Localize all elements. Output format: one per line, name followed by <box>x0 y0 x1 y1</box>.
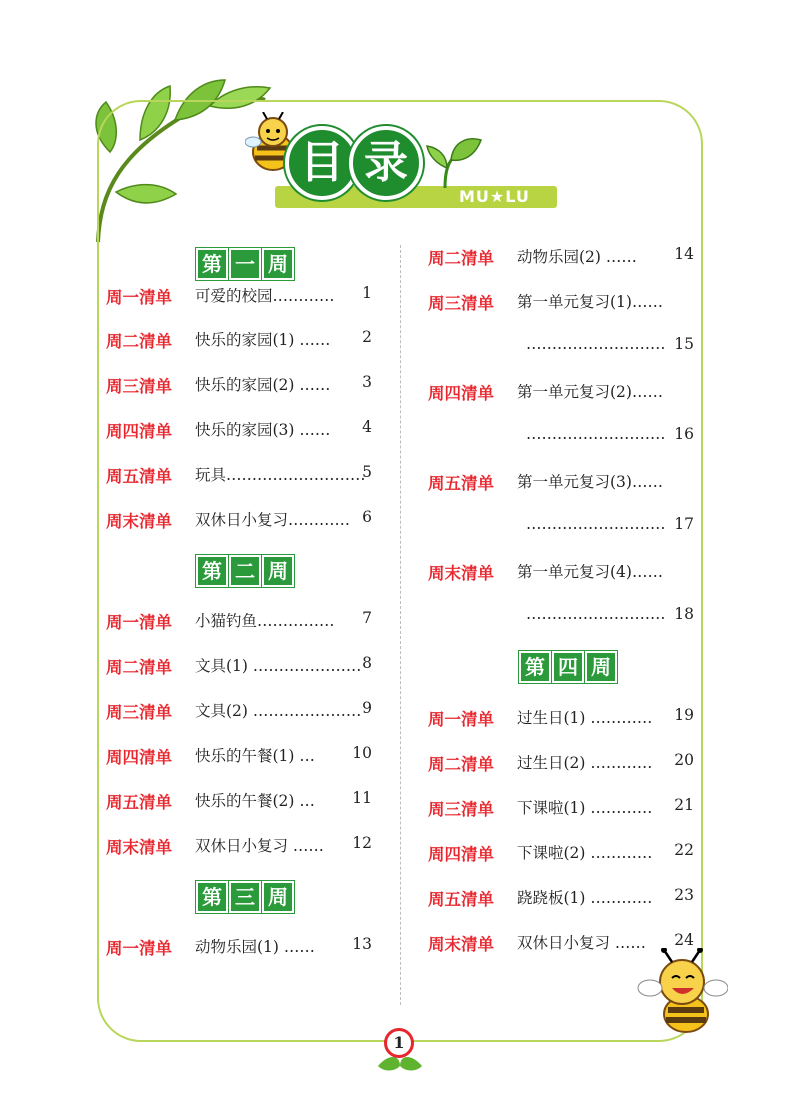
entry-page-number: 17 <box>674 515 694 533</box>
entry-page-number: 8 <box>362 654 372 672</box>
entry-title[interactable]: 快乐的午餐(1) … <box>195 747 315 765</box>
week-char: 第 <box>519 651 551 683</box>
entry-title[interactable]: 过生日(1) ………… <box>517 709 653 727</box>
entry-page-number: 19 <box>674 706 694 724</box>
entry-title[interactable]: 双休日小复习 …… <box>195 837 324 855</box>
entry-page-number: 6 <box>362 508 372 526</box>
entry-label: 周三清单 <box>428 800 494 819</box>
entry-title[interactable]: 双休日小复习………… <box>195 511 351 529</box>
entry-page-number: 3 <box>362 373 372 391</box>
week-4-heading <box>519 651 618 683</box>
entry-title[interactable]: 第一单元复习(3)…… <box>517 473 663 491</box>
week-char: 周 <box>262 555 294 587</box>
entry-label: 周四清单 <box>106 748 172 767</box>
entry-label: 周三清单 <box>428 294 494 313</box>
entry-page-number: 21 <box>674 796 694 814</box>
entry-title[interactable]: 文具(2) ………………… <box>195 702 362 720</box>
week-2-heading <box>196 555 295 587</box>
entry-page-number: 12 <box>352 834 372 852</box>
toc-header <box>245 112 557 212</box>
entry-title[interactable]: 快乐的家园(3) …… <box>195 421 331 439</box>
entry-label: 周二清单 <box>106 658 172 677</box>
entry-label: 周二清单 <box>428 755 494 774</box>
entry-page-number: 10 <box>352 744 372 762</box>
entry-label: 周四清单 <box>428 845 494 864</box>
entry-title[interactable]: 小猫钓鱼…………… <box>195 612 335 630</box>
entry-page-number: 20 <box>674 751 694 769</box>
entry-page-number: 9 <box>362 699 372 717</box>
entry-label: 周三清单 <box>106 703 172 722</box>
entry-page-number: 13 <box>352 935 372 953</box>
entry-page-number: 15 <box>674 335 694 353</box>
entry-label: 周末清单 <box>106 838 172 857</box>
entry-label: 周四清单 <box>428 384 494 403</box>
entry-title[interactable]: 快乐的午餐(2) … <box>195 792 315 810</box>
entry-page-number: 1 <box>362 284 372 302</box>
week-char: 第 <box>196 881 228 913</box>
entry-label: 周二清单 <box>428 249 494 268</box>
entry-label: 周末清单 <box>428 564 494 583</box>
page-number: 1 <box>384 1028 414 1058</box>
entry-label: 周末清单 <box>106 512 172 531</box>
week-char: 周 <box>262 881 294 913</box>
sprout-icon <box>423 134 483 190</box>
entry-page-number: 11 <box>352 789 372 807</box>
entry-page-number: 16 <box>674 425 694 443</box>
entry-leader-dots: ……………………… <box>526 335 666 353</box>
entry-title[interactable]: 下课啦(1) ………… <box>517 799 653 817</box>
entry-page-number: 4 <box>362 418 372 436</box>
entry-title[interactable]: 快乐的家园(2) …… <box>195 376 331 394</box>
title-char-1: 目 <box>285 126 359 200</box>
title-subtitle: MU★LU <box>459 187 530 206</box>
entry-title[interactable]: 过生日(2) ………… <box>517 754 653 772</box>
entry-page-number: 24 <box>674 931 694 949</box>
entry-label: 周五清单 <box>106 467 172 486</box>
entry-title[interactable]: 快乐的家园(1) …… <box>195 331 331 349</box>
bee-mascot-icon <box>636 948 728 1040</box>
entry-title[interactable]: 第一单元复习(1)…… <box>517 293 663 311</box>
entry-leader-dots: ……………………… <box>526 605 666 623</box>
entry-title[interactable]: 下课啦(2) ………… <box>517 844 653 862</box>
entry-label: 周末清单 <box>428 935 494 954</box>
entry-label: 周五清单 <box>106 793 172 812</box>
entry-leader-dots: ……………………… <box>526 515 666 533</box>
entry-page-number: 7 <box>362 609 372 627</box>
entry-label: 周五清单 <box>428 890 494 909</box>
week-char: 一 <box>229 248 261 280</box>
entry-label: 周一清单 <box>106 939 172 958</box>
entry-label: 周一清单 <box>106 288 172 307</box>
entry-page-number: 5 <box>362 463 372 481</box>
week-char: 四 <box>552 651 584 683</box>
title-char-2: 录 <box>349 126 423 200</box>
entry-title[interactable]: 第一单元复习(2)…… <box>517 383 663 401</box>
week-char: 第 <box>196 555 228 587</box>
week-char: 第 <box>196 248 228 280</box>
entry-title[interactable]: 动物乐园(1) …… <box>195 938 315 956</box>
entry-title[interactable]: 玩具……………………… <box>195 466 366 484</box>
week-1-heading <box>196 248 295 280</box>
entry-label: 周一清单 <box>428 710 494 729</box>
week-char: 三 <box>229 881 261 913</box>
entry-title[interactable]: 跷跷板(1) ………… <box>517 889 653 907</box>
entry-label: 周一清单 <box>106 613 172 632</box>
entry-label: 周二清单 <box>106 332 172 351</box>
entry-title[interactable]: 可爱的校园………… <box>195 287 335 305</box>
entry-title[interactable]: 双休日小复习 …… <box>517 934 646 952</box>
week-char: 二 <box>229 555 261 587</box>
entry-leader-dots: ……………………… <box>526 425 666 443</box>
entry-label: 周三清单 <box>106 377 172 396</box>
week-char: 周 <box>262 248 294 280</box>
entry-label: 周四清单 <box>106 422 172 441</box>
entry-page-number: 18 <box>674 605 694 623</box>
entry-title[interactable]: 文具(1) ………………… <box>195 657 362 675</box>
entry-label: 周五清单 <box>428 474 494 493</box>
entry-title[interactable]: 第一单元复习(4)…… <box>517 563 663 581</box>
week-3-heading <box>196 881 295 913</box>
entry-page-number: 2 <box>362 328 372 346</box>
week-char: 周 <box>585 651 617 683</box>
column-divider <box>400 245 401 1005</box>
entry-page-number: 14 <box>674 245 694 263</box>
entry-page-number: 22 <box>674 841 694 859</box>
entry-page-number: 23 <box>674 886 694 904</box>
entry-title[interactable]: 动物乐园(2) …… <box>517 248 637 266</box>
